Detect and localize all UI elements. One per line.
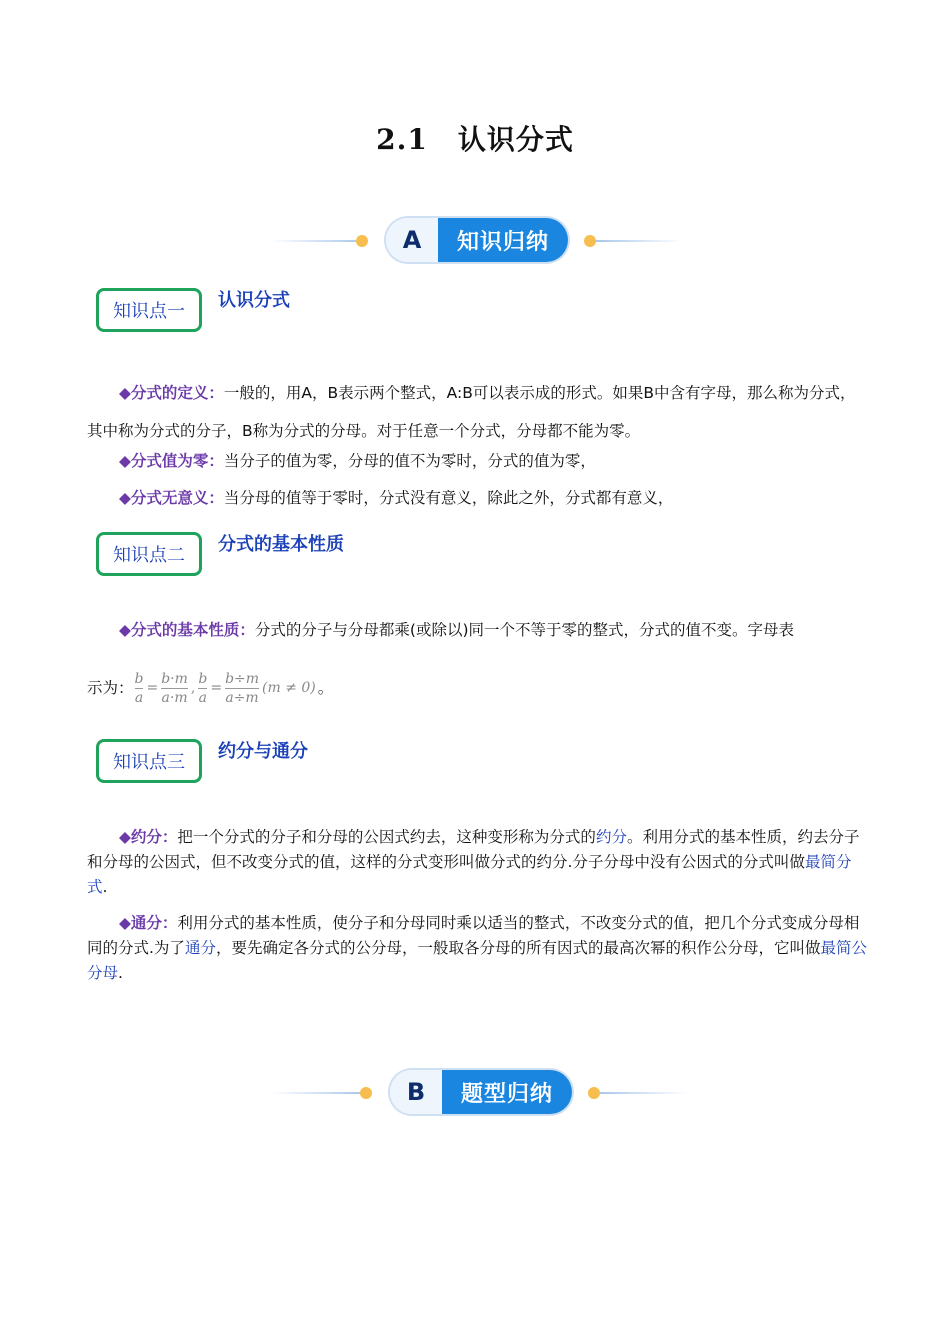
reduction-paragraph [87, 825, 867, 900]
reduction-text-2: 。利用分式的基本性质，约去分子和分母的公因式，但不改变分式的值，这样的分式变形叫做分式的约分.分子分母中没有公因式的分式叫做 [87, 828, 860, 871]
zero-value-paragraph [87, 449, 867, 474]
common-denominator-keyword: 通分 [184, 939, 216, 957]
banner-line-left [270, 240, 362, 242]
formula-end: 。 [317, 679, 334, 697]
definition-paragraph [87, 374, 867, 450]
common-denominator-text-2: ，要先确定各分式的公分母，一般取各分母的所有因式的最高次幂的积作公分母，它叫做 [215, 939, 821, 957]
banner-question-types [0, 1070, 950, 1116]
banner-dot-left [356, 235, 368, 247]
fraction-denominator: a÷m [225, 690, 259, 706]
fraction-b-over-a [135, 670, 144, 707]
fraction-bdivm-over-adivm [225, 670, 259, 707]
equals-sign: = [146, 680, 159, 696]
separator: , [190, 680, 196, 696]
meaningless-text: 当分母的值等于零时，分式没有意义，除此之外，分式都有意义， [223, 489, 674, 507]
common-denominator-paragraph [87, 911, 867, 986]
banner-line-right [600, 1092, 688, 1094]
knowledge-point-1-badge: 知识点一 [96, 288, 202, 332]
banner-line-left [270, 1092, 362, 1094]
formula-prefix: 示为： [87, 679, 134, 697]
common-denominator-text: 利用分式的基本性质，使分子和分母同时乘以适当的整式，不改变分式的值，把几个分式变成分母相同的分式.为了 [87, 914, 860, 957]
equals-sign: = [210, 680, 223, 696]
knowledge-point-2-badge: 知识点二 [96, 532, 202, 576]
simplest-fraction-keyword: 最简分式 [87, 853, 852, 896]
lcd-keyword: 最简公分母 [87, 939, 867, 982]
banner-pill [390, 1070, 572, 1114]
definition-text: 一般的，用A，B表示两个整式，A:B可以表示成的形式。如果B中含有字母，那么称为分式，其中称为分式的分子，B称为分式的分母。对于任意一个分式，分母都不能为零。 [87, 384, 856, 440]
banner-dot-left [360, 1087, 372, 1099]
fraction-numerator: b [134, 671, 144, 687]
fraction-numerator: b [198, 671, 208, 687]
fraction-b-over-a-2 [198, 670, 207, 707]
meaningless-paragraph [87, 486, 867, 511]
basic-property-term: ◆分式的基本性质： [119, 621, 255, 639]
banner-pill [386, 218, 568, 262]
reduction-text-3: . [102, 878, 108, 896]
banner-label: 知识归纳 [438, 218, 568, 262]
knowledge-point-1-title: 认识分式 [218, 290, 290, 311]
banner-letter: B [390, 1070, 442, 1114]
fraction-denominator: a [198, 690, 208, 706]
zero-value-term: ◆分式值为零： [119, 452, 224, 470]
reduction-text: 把一个分式的分子和分母的公因式约去，这种变形称为分式的 [177, 828, 596, 846]
page-title [0, 118, 950, 158]
basic-property-text: 分式的分子与分母都乘(或除以)同一个不等于零的整式，分式的值不变。字母表 [254, 621, 795, 639]
fraction-numerator: b÷m [225, 671, 260, 687]
definition-term: ◆分式的定义： [119, 384, 224, 402]
banner-letter: A [386, 218, 438, 262]
common-denominator-term: ◆通分： [119, 914, 178, 932]
section-title: 认识分式 [457, 123, 574, 156]
section-number: 2.1 [376, 123, 428, 156]
fraction-denominator: a [134, 690, 144, 706]
reduction-term: ◆约分： [119, 828, 178, 846]
basic-property-paragraph [87, 618, 867, 643]
condition: (m ≠ 0) [262, 680, 316, 696]
fraction-numerator: b·m [161, 671, 188, 687]
zero-value-text: 当分子的值为零，分母的值不为零时，分式的值为零， [223, 452, 596, 470]
fraction-bm-over-am [161, 670, 188, 707]
common-denominator-text-3: . [118, 964, 123, 982]
banner-dot-right [588, 1087, 600, 1099]
banner-line-right [596, 240, 684, 242]
knowledge-point-2-title: 分式的基本性质 [218, 534, 344, 555]
banner-knowledge-summary [0, 218, 950, 264]
fraction-denominator: a·m [161, 690, 188, 706]
formula-line [87, 670, 867, 707]
reduction-keyword: 约分 [595, 828, 627, 846]
meaningless-term: ◆分式无意义： [119, 489, 224, 507]
knowledge-point-3-badge: 知识点三 [96, 739, 202, 783]
banner-label: 题型归纳 [442, 1070, 572, 1114]
banner-dot-right [584, 235, 596, 247]
knowledge-point-3-title: 约分与通分 [218, 741, 308, 762]
